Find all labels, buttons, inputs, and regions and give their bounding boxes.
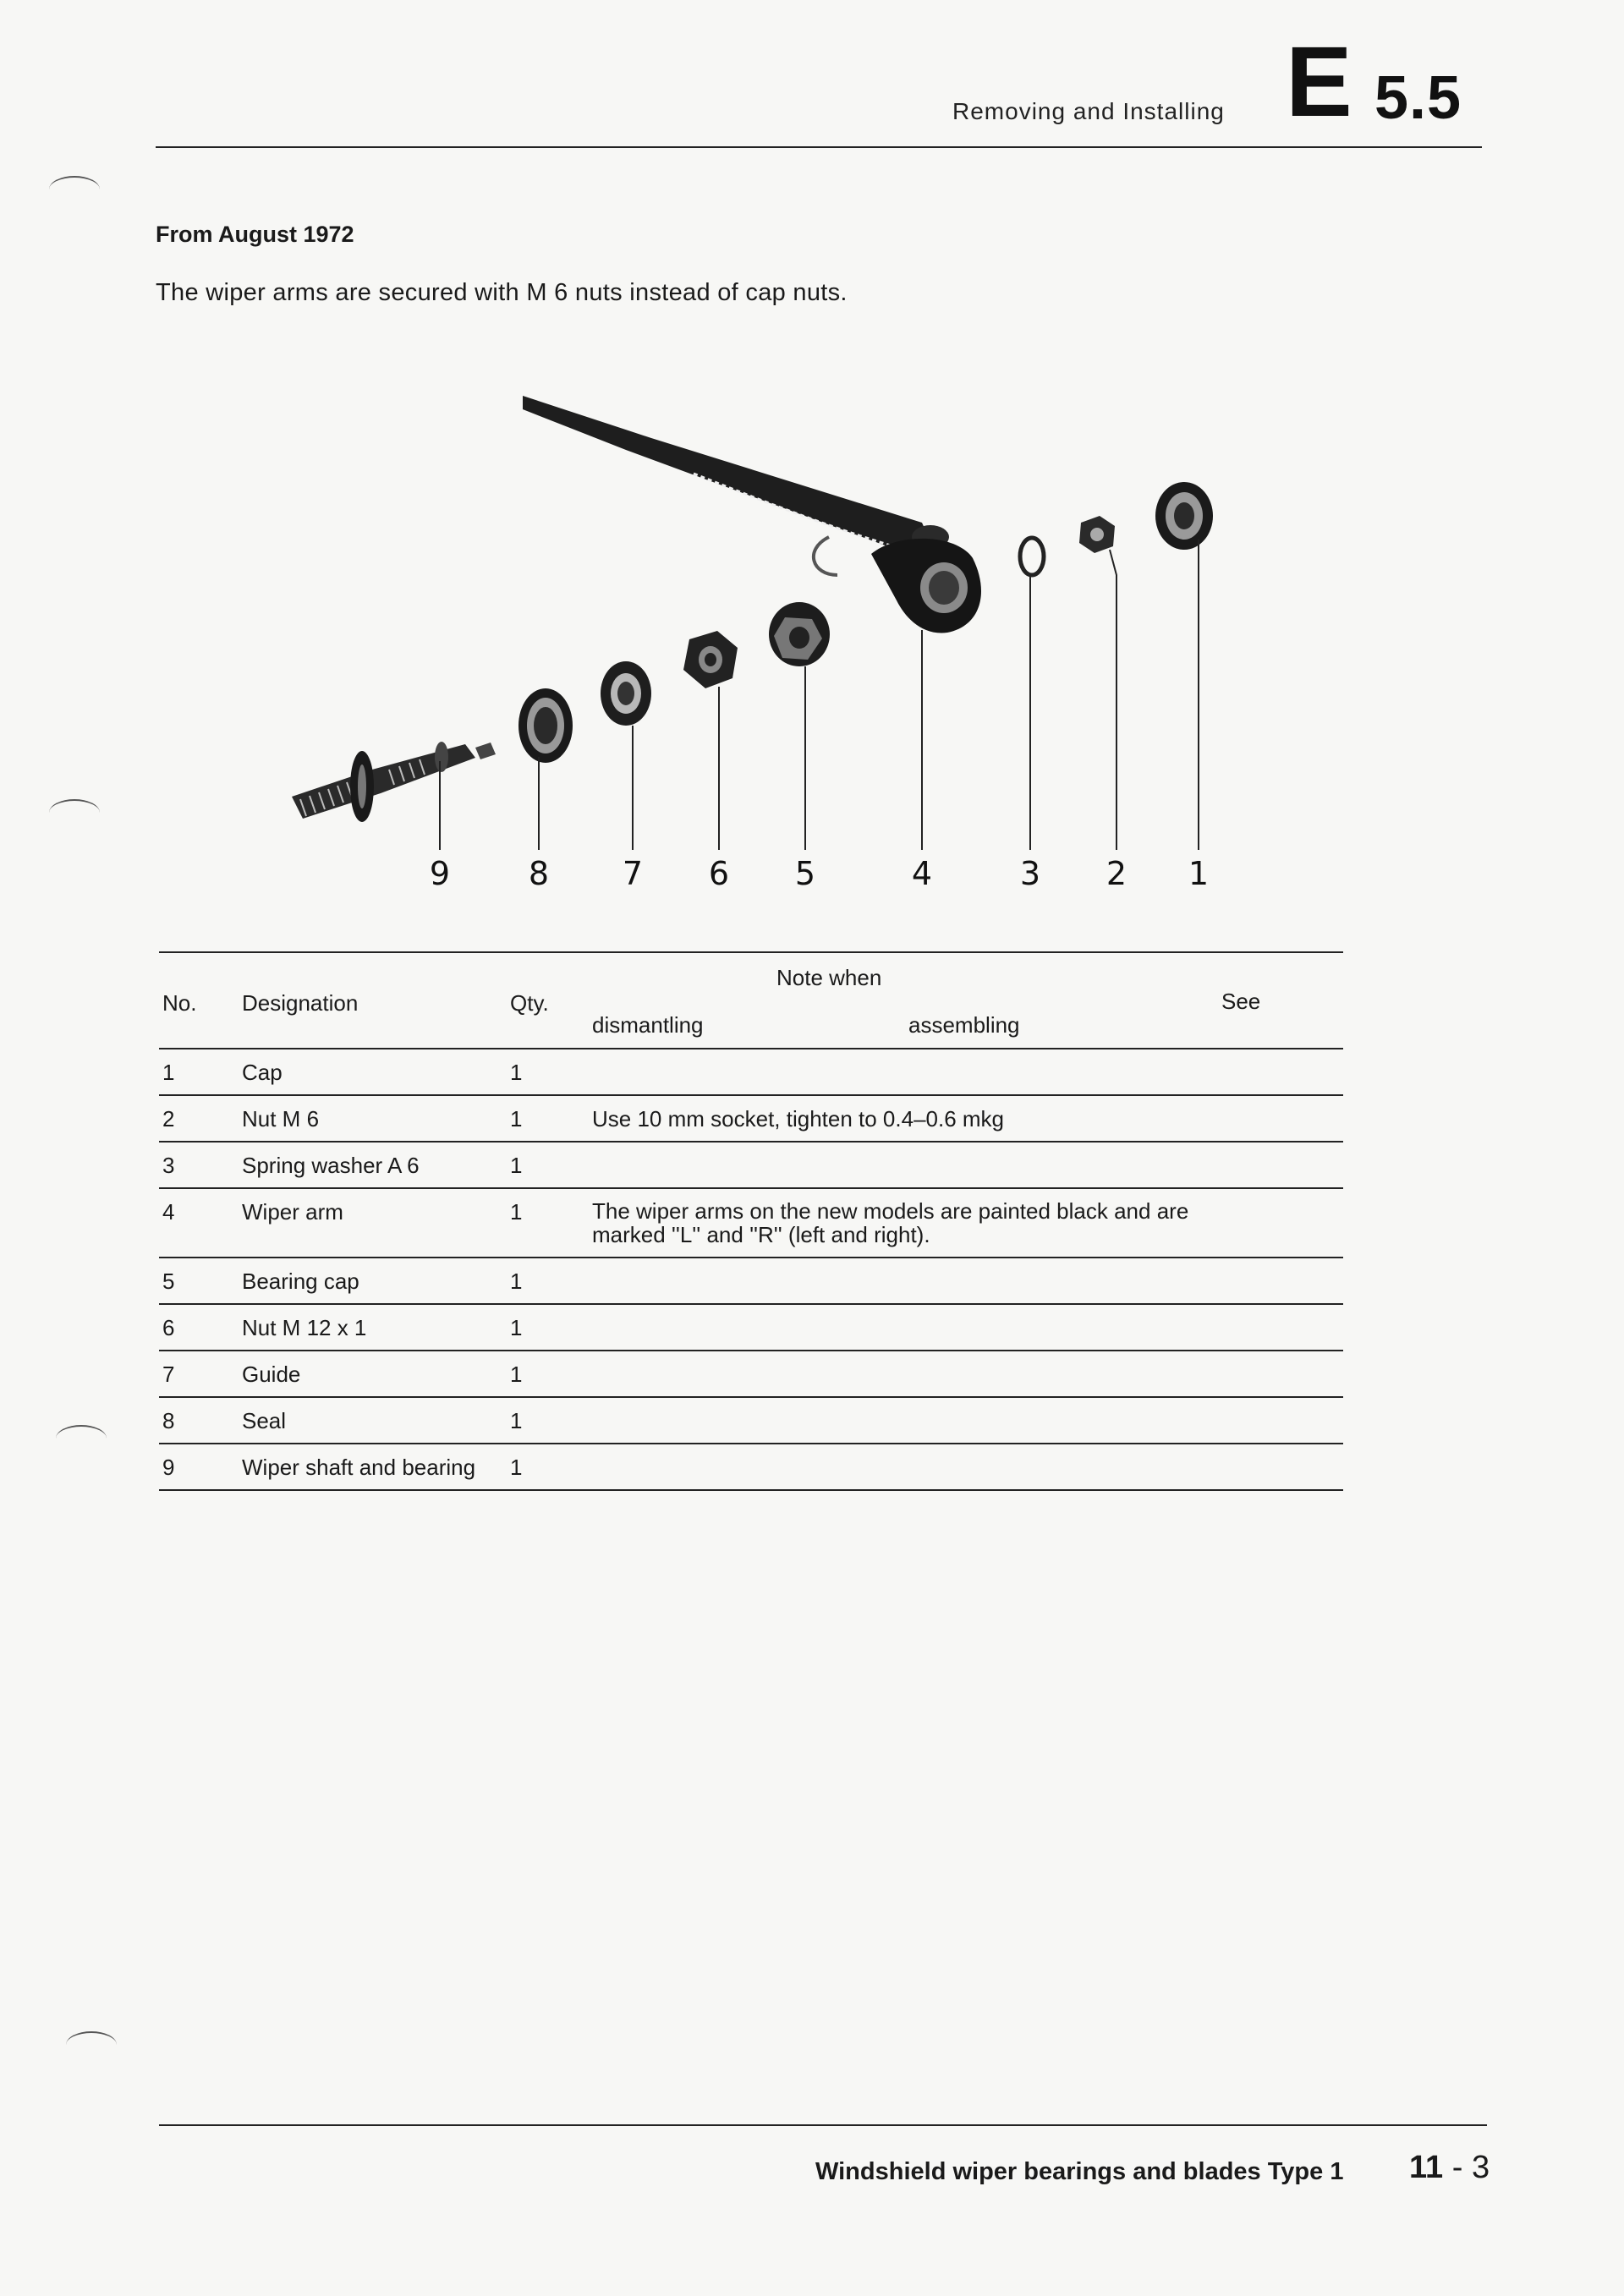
group-letter: E xyxy=(1286,26,1352,138)
binder-hole-mark xyxy=(66,2031,117,2058)
page-number xyxy=(1409,2150,1490,2186)
callout-4: 4 xyxy=(911,855,933,892)
page-separator: - xyxy=(1443,2150,1472,2185)
table-row xyxy=(159,1189,1343,1258)
header-rule xyxy=(156,146,1482,148)
row-designation: Spring washer A 6 xyxy=(242,1153,420,1178)
row-designation: Guide xyxy=(242,1362,301,1387)
guide-part xyxy=(601,661,651,726)
table-row xyxy=(159,1398,1343,1444)
table-row xyxy=(159,1096,1343,1143)
exploded-view-svg xyxy=(254,372,1269,896)
row-qty: 1 xyxy=(510,1153,523,1178)
callout-1: 1 xyxy=(1188,855,1210,892)
nut-m12-part xyxy=(683,631,738,688)
row-designation: Bearing cap xyxy=(242,1269,359,1294)
row-designation: Wiper shaft and bearing xyxy=(242,1455,476,1480)
row-no: 2 xyxy=(162,1106,175,1132)
group-number: 5.5 xyxy=(1374,64,1462,132)
exploded-view-figure xyxy=(254,372,1269,896)
row-qty: 1 xyxy=(510,1060,523,1085)
callout-6: 6 xyxy=(708,855,730,892)
row-designation: Cap xyxy=(242,1060,283,1085)
nut-m6-part xyxy=(1079,516,1115,553)
page-num: 3 xyxy=(1471,2150,1490,2185)
row-designation: Nut M 12 x 1 xyxy=(242,1315,367,1340)
row-designation: Wiper arm xyxy=(242,1199,343,1225)
page-group: 11 xyxy=(1409,2150,1444,2185)
seal-part xyxy=(518,688,573,763)
callout-9: 9 xyxy=(429,855,451,892)
row-no: 5 xyxy=(162,1269,175,1294)
callout-2: 2 xyxy=(1106,855,1127,892)
row-designation: Seal xyxy=(242,1408,287,1433)
cap-part xyxy=(1155,482,1213,550)
header-qty: Qty. xyxy=(510,990,549,1016)
footer-rule xyxy=(159,2124,1487,2126)
row-qty: 1 xyxy=(510,1362,523,1387)
header-no: No. xyxy=(162,990,197,1016)
row-no: 4 xyxy=(162,1199,175,1225)
header-dismantling: dismantling xyxy=(592,1012,704,1038)
binder-hole-mark xyxy=(49,176,100,203)
binder-hole-mark xyxy=(49,799,100,826)
table-row xyxy=(159,1143,1343,1189)
row-note: The wiper arms on the new models are painted black and are marked ''L'' and ''R'' (left and right). xyxy=(592,1198,1189,1247)
row-no: 3 xyxy=(162,1153,175,1178)
spring-washer-part xyxy=(1020,538,1044,575)
row-qty: 1 xyxy=(510,1315,523,1340)
binder-hole-mark xyxy=(56,1425,107,1452)
wiper-arm-part xyxy=(523,396,981,633)
table-row xyxy=(159,1049,1343,1096)
header-see: See xyxy=(1221,989,1261,1014)
bearing-cap-part xyxy=(769,602,830,666)
row-no: 6 xyxy=(162,1315,175,1340)
intro-text: The wiper arms are secured with M 6 nuts instead of cap nuts. xyxy=(156,279,848,306)
table-row xyxy=(159,1444,1343,1491)
wiper-shaft-part xyxy=(292,742,496,822)
callout-5: 5 xyxy=(794,855,816,892)
table-row xyxy=(159,1305,1343,1351)
row-qty: 1 xyxy=(510,1269,523,1294)
callout-8: 8 xyxy=(528,855,550,892)
table-row xyxy=(159,1258,1343,1305)
row-no: 7 xyxy=(162,1362,175,1387)
section-title: Removing and Installing xyxy=(952,98,1225,124)
row-qty: 1 xyxy=(510,1408,523,1433)
row-qty: 1 xyxy=(510,1455,523,1480)
header-assembling: assembling xyxy=(908,1012,1020,1038)
row-no: 1 xyxy=(162,1060,175,1085)
row-no: 9 xyxy=(162,1455,175,1480)
callout-3: 3 xyxy=(1019,855,1041,892)
footer-title: Windshield wiper bearings and blades Type 1 xyxy=(815,2158,1344,2185)
subheading: From August 1972 xyxy=(156,222,354,247)
row-designation: Nut M 6 xyxy=(242,1106,320,1132)
row-qty: 1 xyxy=(510,1199,523,1225)
table-row xyxy=(159,1351,1343,1398)
header-designation: Designation xyxy=(242,990,359,1016)
row-no: 8 xyxy=(162,1408,175,1433)
row-note: Use 10 mm socket, tighten to 0.4–0.6 mkg xyxy=(592,1106,1005,1132)
row-qty: 1 xyxy=(510,1106,523,1132)
parts-table xyxy=(159,951,1343,1491)
callout-7: 7 xyxy=(622,855,644,892)
table-header xyxy=(159,951,1343,1049)
header-note-when: Note when xyxy=(776,965,882,990)
